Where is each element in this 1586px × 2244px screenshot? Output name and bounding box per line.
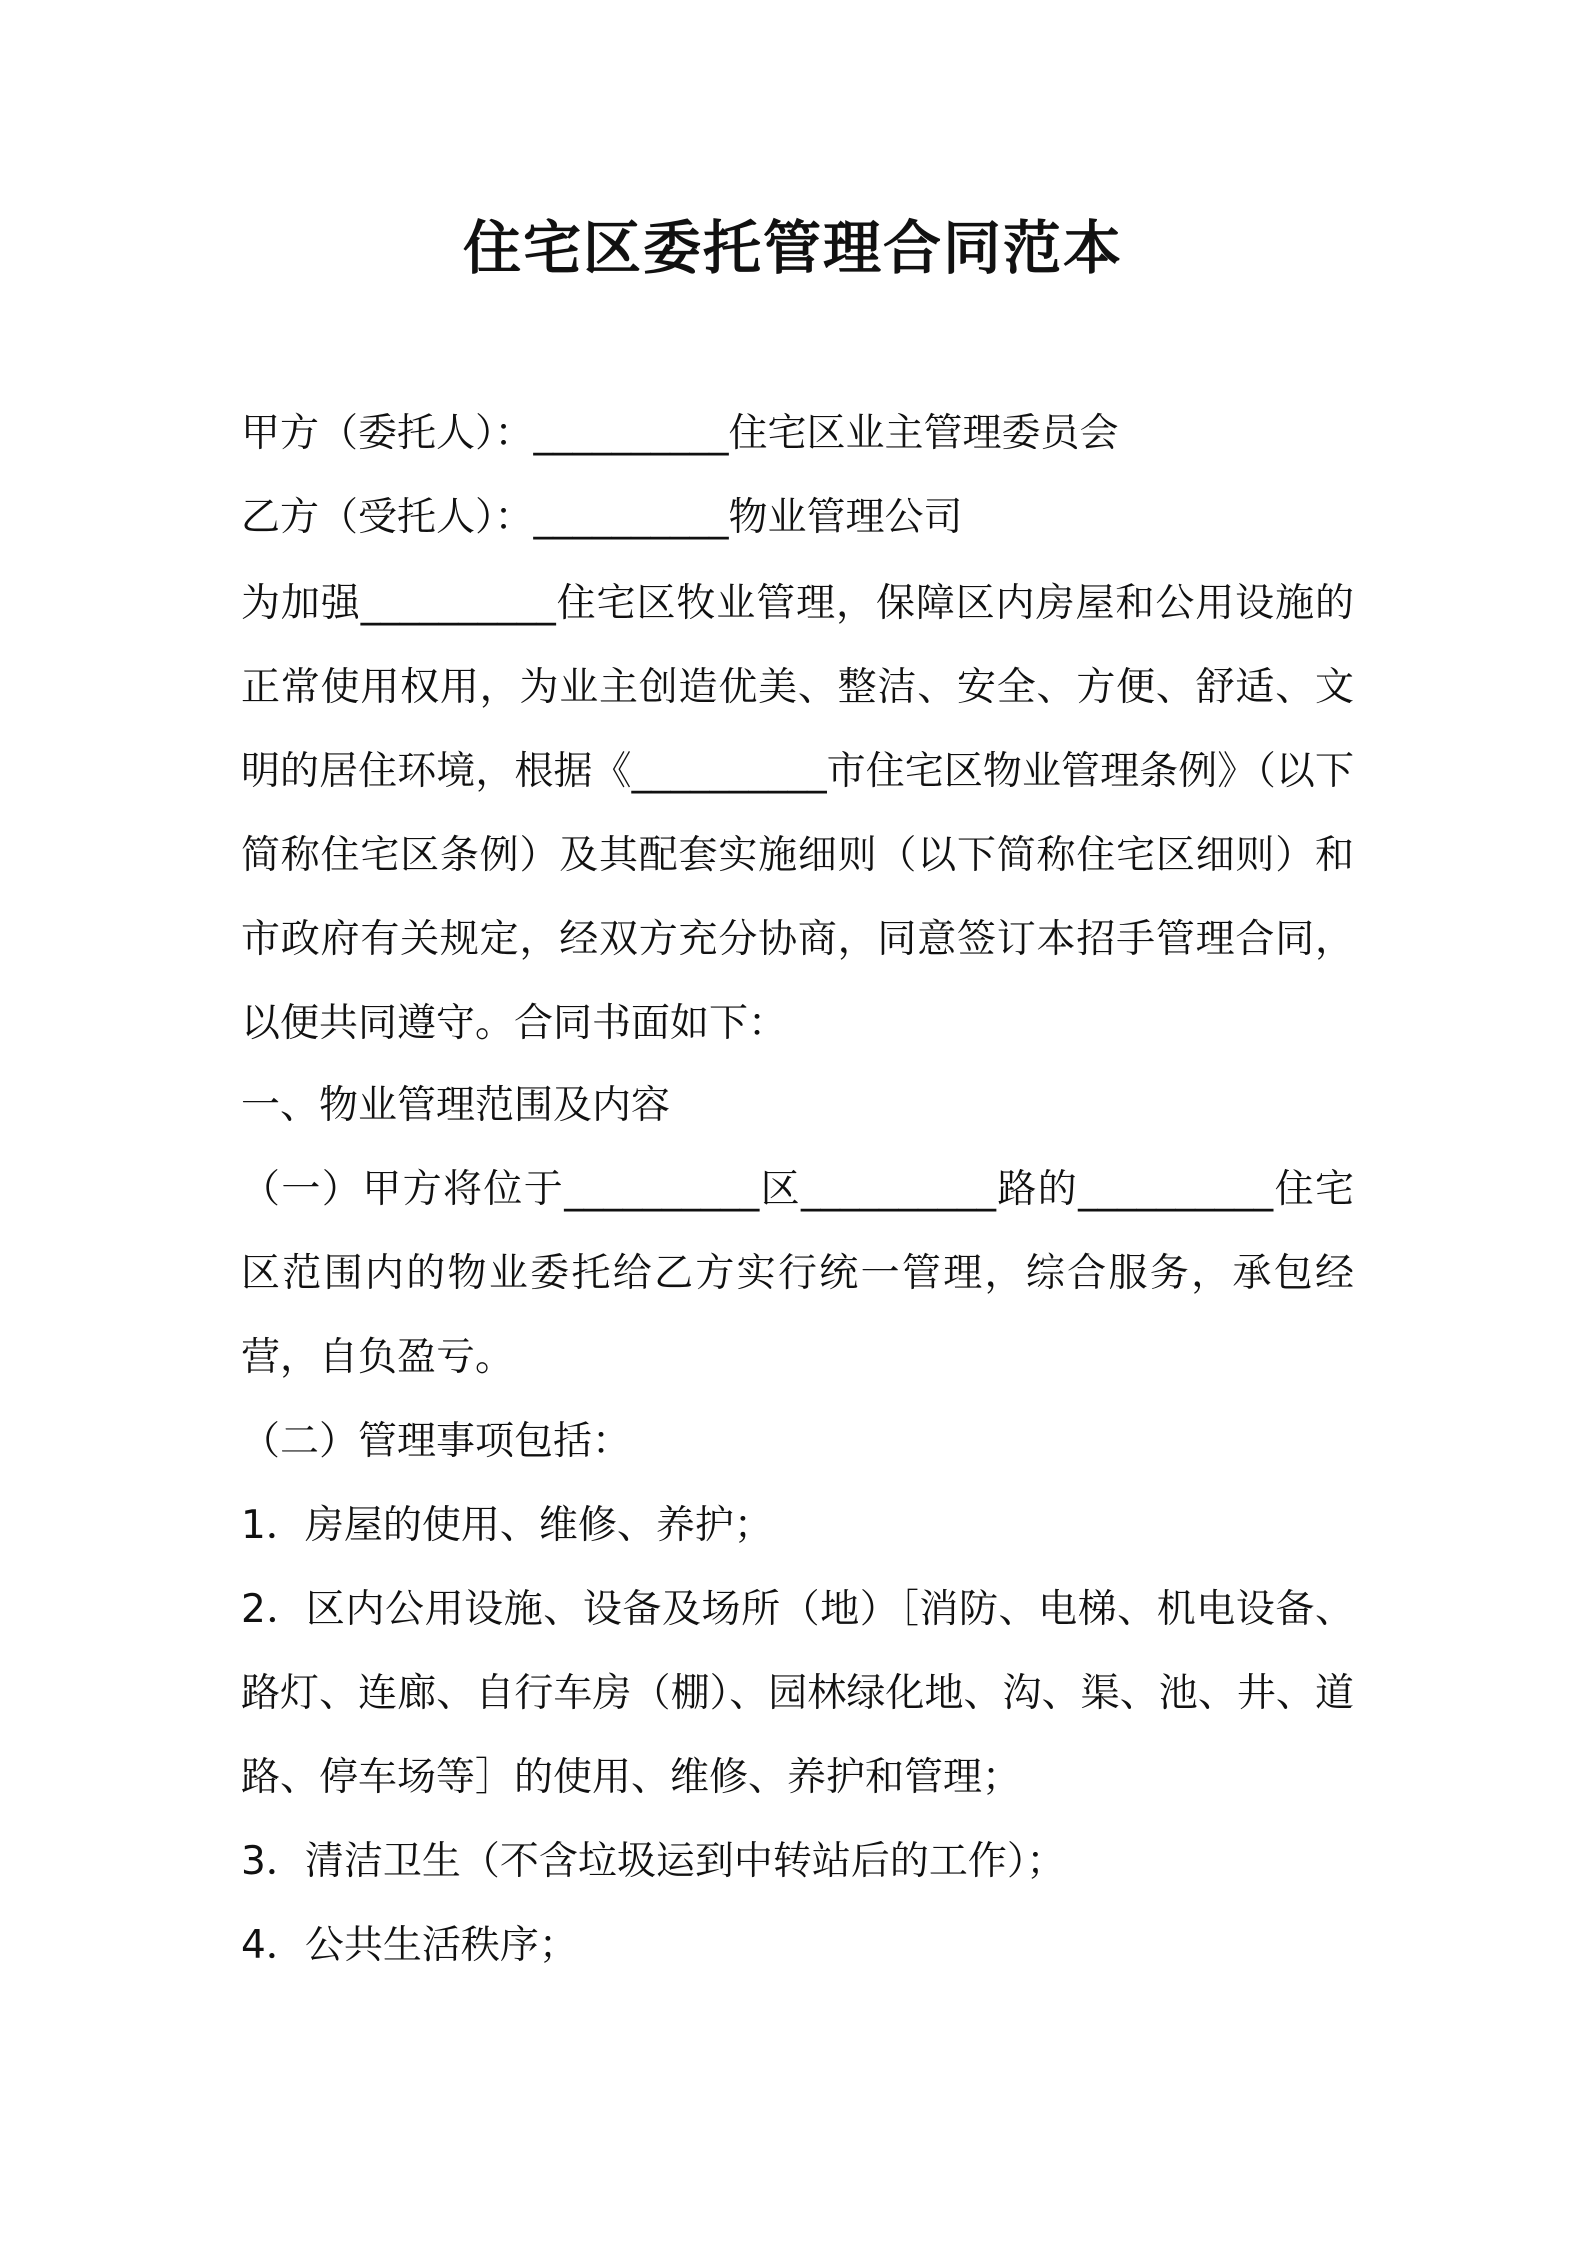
- document-title: 住宅区委托管理合同范本: [462, 214, 1123, 282]
- list-item-1: 1．房屋的使用、维修、养护；: [241, 1503, 773, 1548]
- party-b-line: 乙方（受托人）：__________物业管理公司: [241, 495, 963, 540]
- clause-2-heading: （二）管理事项包括：: [241, 1419, 632, 1464]
- list-item-3: 3．清洁卫生（不含垃圾运到中转站后的工作）；: [241, 1839, 1066, 1884]
- clause-1-paragraph: （一）甲方将位于__________区__________路的__________住宅区范围内的物业委托给乙方实行统一管理，综合服务，承包经营，自负盈亏。: [241, 1167, 1354, 1380]
- preamble-paragraph: 为加强__________住宅区牧业管理，保障区内房屋和公用设施的正常使用权用，为业主创造优美、整洁、安全、方便、舒适、文明的居住环境，根据《__________市住宅区物业管理条例》（以下简称住宅区条例）及其配套实施细则（以下简称住宅区细则）和市政府有关规定，经双方充分协商，同意签订本招手管理合同，以便共同遵守。合同书面如下：: [241, 581, 1354, 1046]
- list-item-4: 4．公共生活秩序；: [241, 1923, 578, 1968]
- party-a-line: 甲方（委托人）：__________住宅区业主管理委员会: [241, 411, 1119, 456]
- section-1-heading: 一、物业管理范围及内容: [241, 1083, 671, 1128]
- list-item-2: 2．区内公用设施、设备及场所（地）［消防、电梯、机电设备、路灯、连廊、自行车房（棚）、园林绿化地、沟、渠、池、井、道路、停车场等］的使用、维修、养护和管理；: [241, 1587, 1354, 1800]
